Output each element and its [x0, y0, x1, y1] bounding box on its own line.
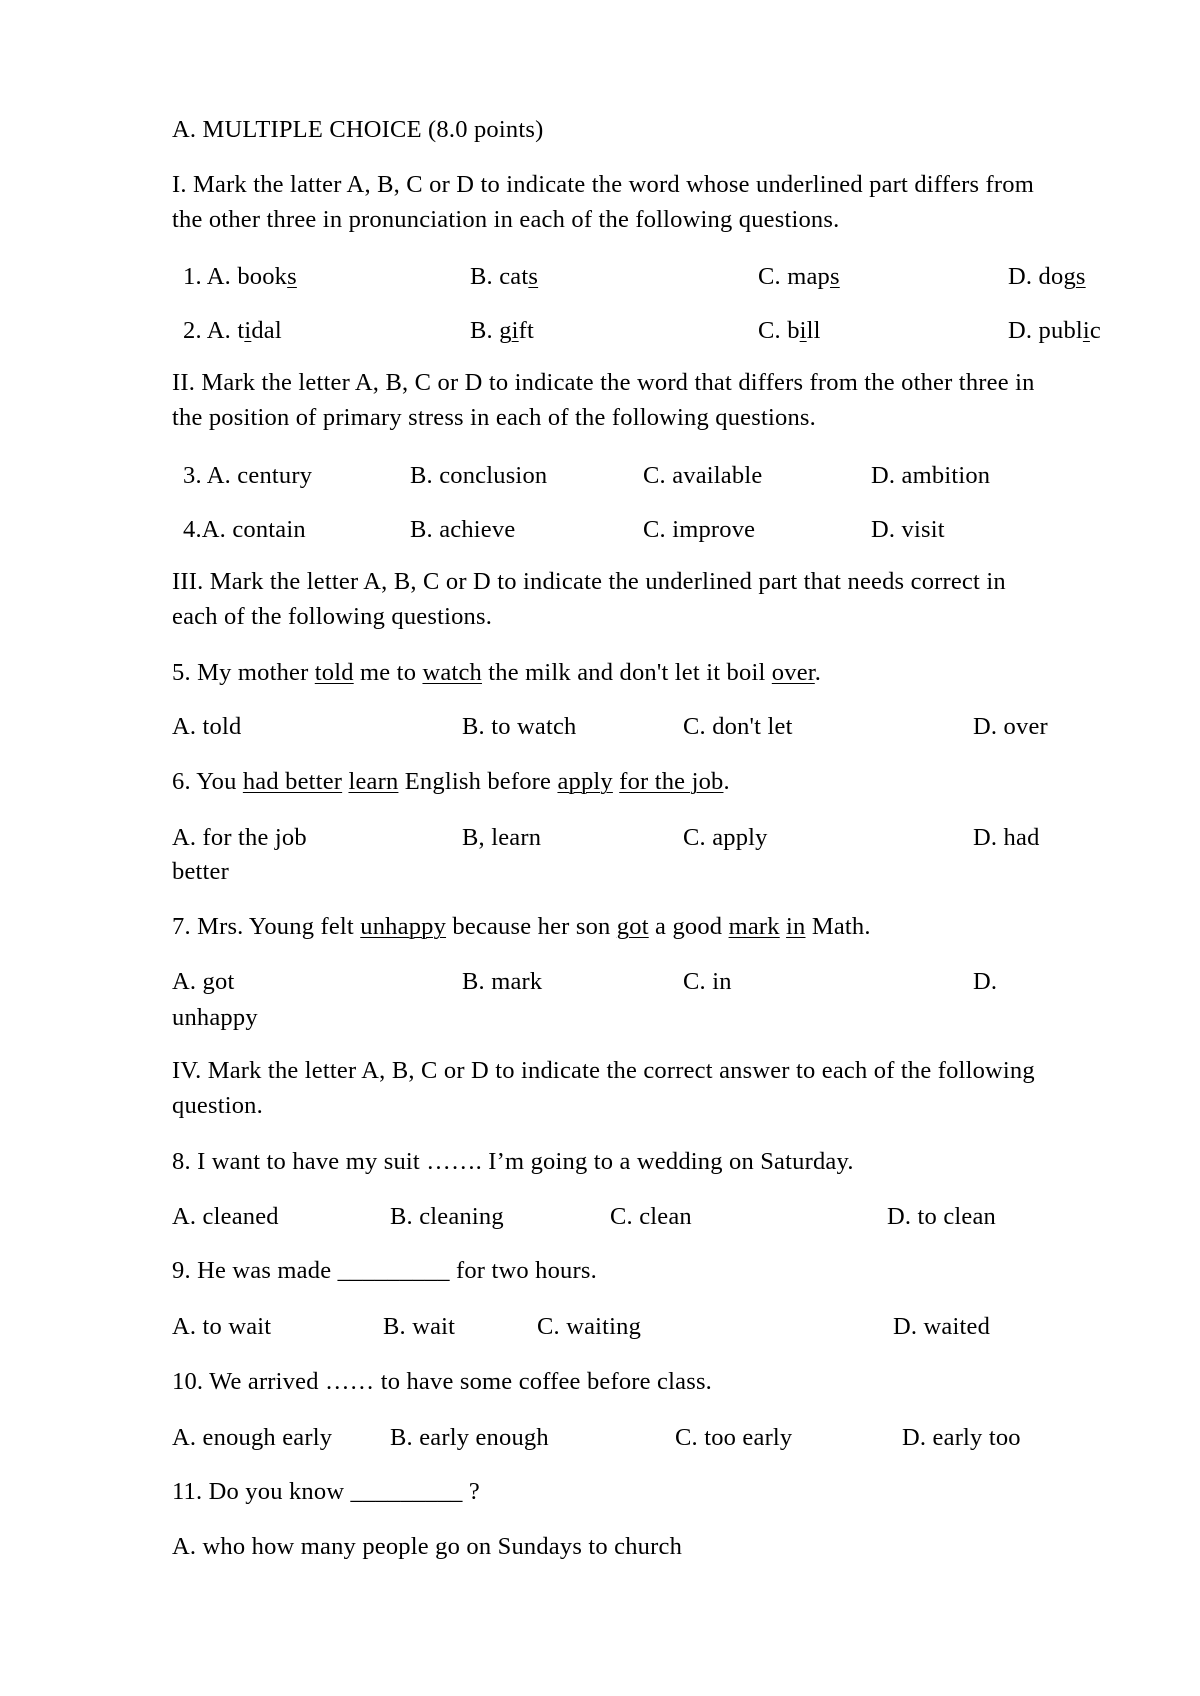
q2-b-underlined: i: [511, 317, 519, 344]
part2-instruction-line2: the position of primary stress in each of the following questions.: [172, 404, 816, 431]
q10-option-a: A. enough early: [172, 1424, 333, 1451]
q1-d-underlined: s: [1075, 263, 1086, 290]
q3-option-b: B. conclusion: [410, 462, 548, 489]
q4-option-d: D. visit: [871, 516, 945, 543]
q1-option-a: 1. A. books: [183, 263, 297, 290]
q7-option-a: A. got: [172, 968, 235, 995]
q5-stem: 5. My mother told me to watch the milk and don't let it boil over.: [172, 659, 822, 686]
q2-option-d: D. public: [1008, 317, 1101, 344]
q1-option-b: B. cats: [470, 263, 539, 290]
q6-option-d-continued: better: [172, 858, 229, 885]
q8-option-d: D. to clean: [887, 1203, 997, 1230]
q11-stem: 11. Do you know _________ ?: [172, 1478, 481, 1505]
q2-option-c: C. bill: [758, 317, 821, 344]
q5-option-d: D. over: [973, 713, 1048, 740]
part1-instruction-line1: I. Mark the latter A, B, C or D to indicate the word whose underlined part differs from: [172, 171, 1034, 198]
q10-option-d: D. early too: [902, 1424, 1021, 1451]
q7-option-b: B. mark: [462, 968, 543, 995]
q6-option-a: A. for the job: [172, 824, 307, 851]
part4-instruction-line2: question.: [172, 1092, 263, 1119]
part4-instruction-line1: IV. Mark the letter A, B, C or D to indicate the correct answer to each of the following: [172, 1057, 1035, 1084]
q3-option-c: C. available: [643, 462, 763, 489]
q8-option-b: B. cleaning: [390, 1203, 504, 1230]
section-title: A. MULTIPLE CHOICE (8.0 points): [172, 116, 544, 143]
q5-option-b: B. to watch: [462, 713, 577, 740]
q1-b-underlined: s: [528, 263, 539, 290]
q5-option-c: C. don't let: [683, 713, 793, 740]
q1-option-c: C. maps: [758, 263, 840, 290]
q2-d-underlined: i: [1082, 317, 1090, 344]
q6-stem: 6. You had better learn English before apply for the job.: [172, 768, 730, 795]
part3-instruction-line1: III. Mark the letter A, B, C or D to indicate the underlined part that needs correct in: [172, 568, 1006, 595]
q4-option-b: B. achieve: [410, 516, 516, 543]
q1-a-underlined: s: [287, 263, 297, 290]
q5-option-a: A. told: [172, 713, 242, 740]
q9-stem: 9. He was made _________ for two hours.: [172, 1257, 597, 1284]
part2-instruction-line1: II. Mark the letter A, B, C or D to indicate the word that differs from the other three in: [172, 369, 1035, 396]
q2-c-underlined: i: [799, 317, 807, 344]
q9-option-d: D. waited: [893, 1313, 991, 1340]
q10-option-c: C. too early: [675, 1424, 793, 1451]
q7-stem: 7. Mrs. Young felt unhappy because her son got a good mark in Math.: [172, 913, 871, 940]
q7-option-d-continued: unhappy: [172, 1004, 258, 1031]
q4-option-a: 4.A. contain: [183, 516, 306, 543]
q2-a-underlined: i: [244, 317, 252, 344]
q8-option-c: C. clean: [610, 1203, 692, 1230]
q2-option-a: 2. A. tidal: [183, 317, 282, 344]
q6-option-b: B, learn: [462, 824, 542, 851]
q8-stem: 8. I want to have my suit ……. I’m going to a wedding on Saturday.: [172, 1148, 854, 1175]
q1-option-d: D. dogs: [1008, 263, 1086, 290]
q3-option-d: D. ambition: [871, 462, 991, 489]
part1-instruction-line2: the other three in pronunciation in each of the following questions.: [172, 206, 840, 233]
q7-option-d: D.: [973, 968, 998, 995]
part3-instruction-line2: each of the following questions.: [172, 603, 493, 630]
q2-option-b: B. gift: [470, 317, 535, 344]
q10-option-b: B. early enough: [390, 1424, 549, 1451]
q6-option-c: C. apply: [683, 824, 768, 851]
q11-option-a: A. who how many people go on Sundays to church: [172, 1533, 683, 1560]
q10-stem: 10. We arrived …… to have some coffee before class.: [172, 1368, 713, 1395]
q8-option-a: A. cleaned: [172, 1203, 279, 1230]
q7-option-c: C. in: [683, 968, 732, 995]
q1-c-underlined: s: [829, 263, 840, 290]
q3-option-a: 3. A. century: [183, 462, 313, 489]
q9-option-c: C. waiting: [537, 1313, 642, 1340]
q4-option-c: C. improve: [643, 516, 756, 543]
q9-option-b: B. wait: [383, 1313, 456, 1340]
q9-option-a: A. to wait: [172, 1313, 272, 1340]
q6-option-d: D. had: [973, 824, 1040, 851]
